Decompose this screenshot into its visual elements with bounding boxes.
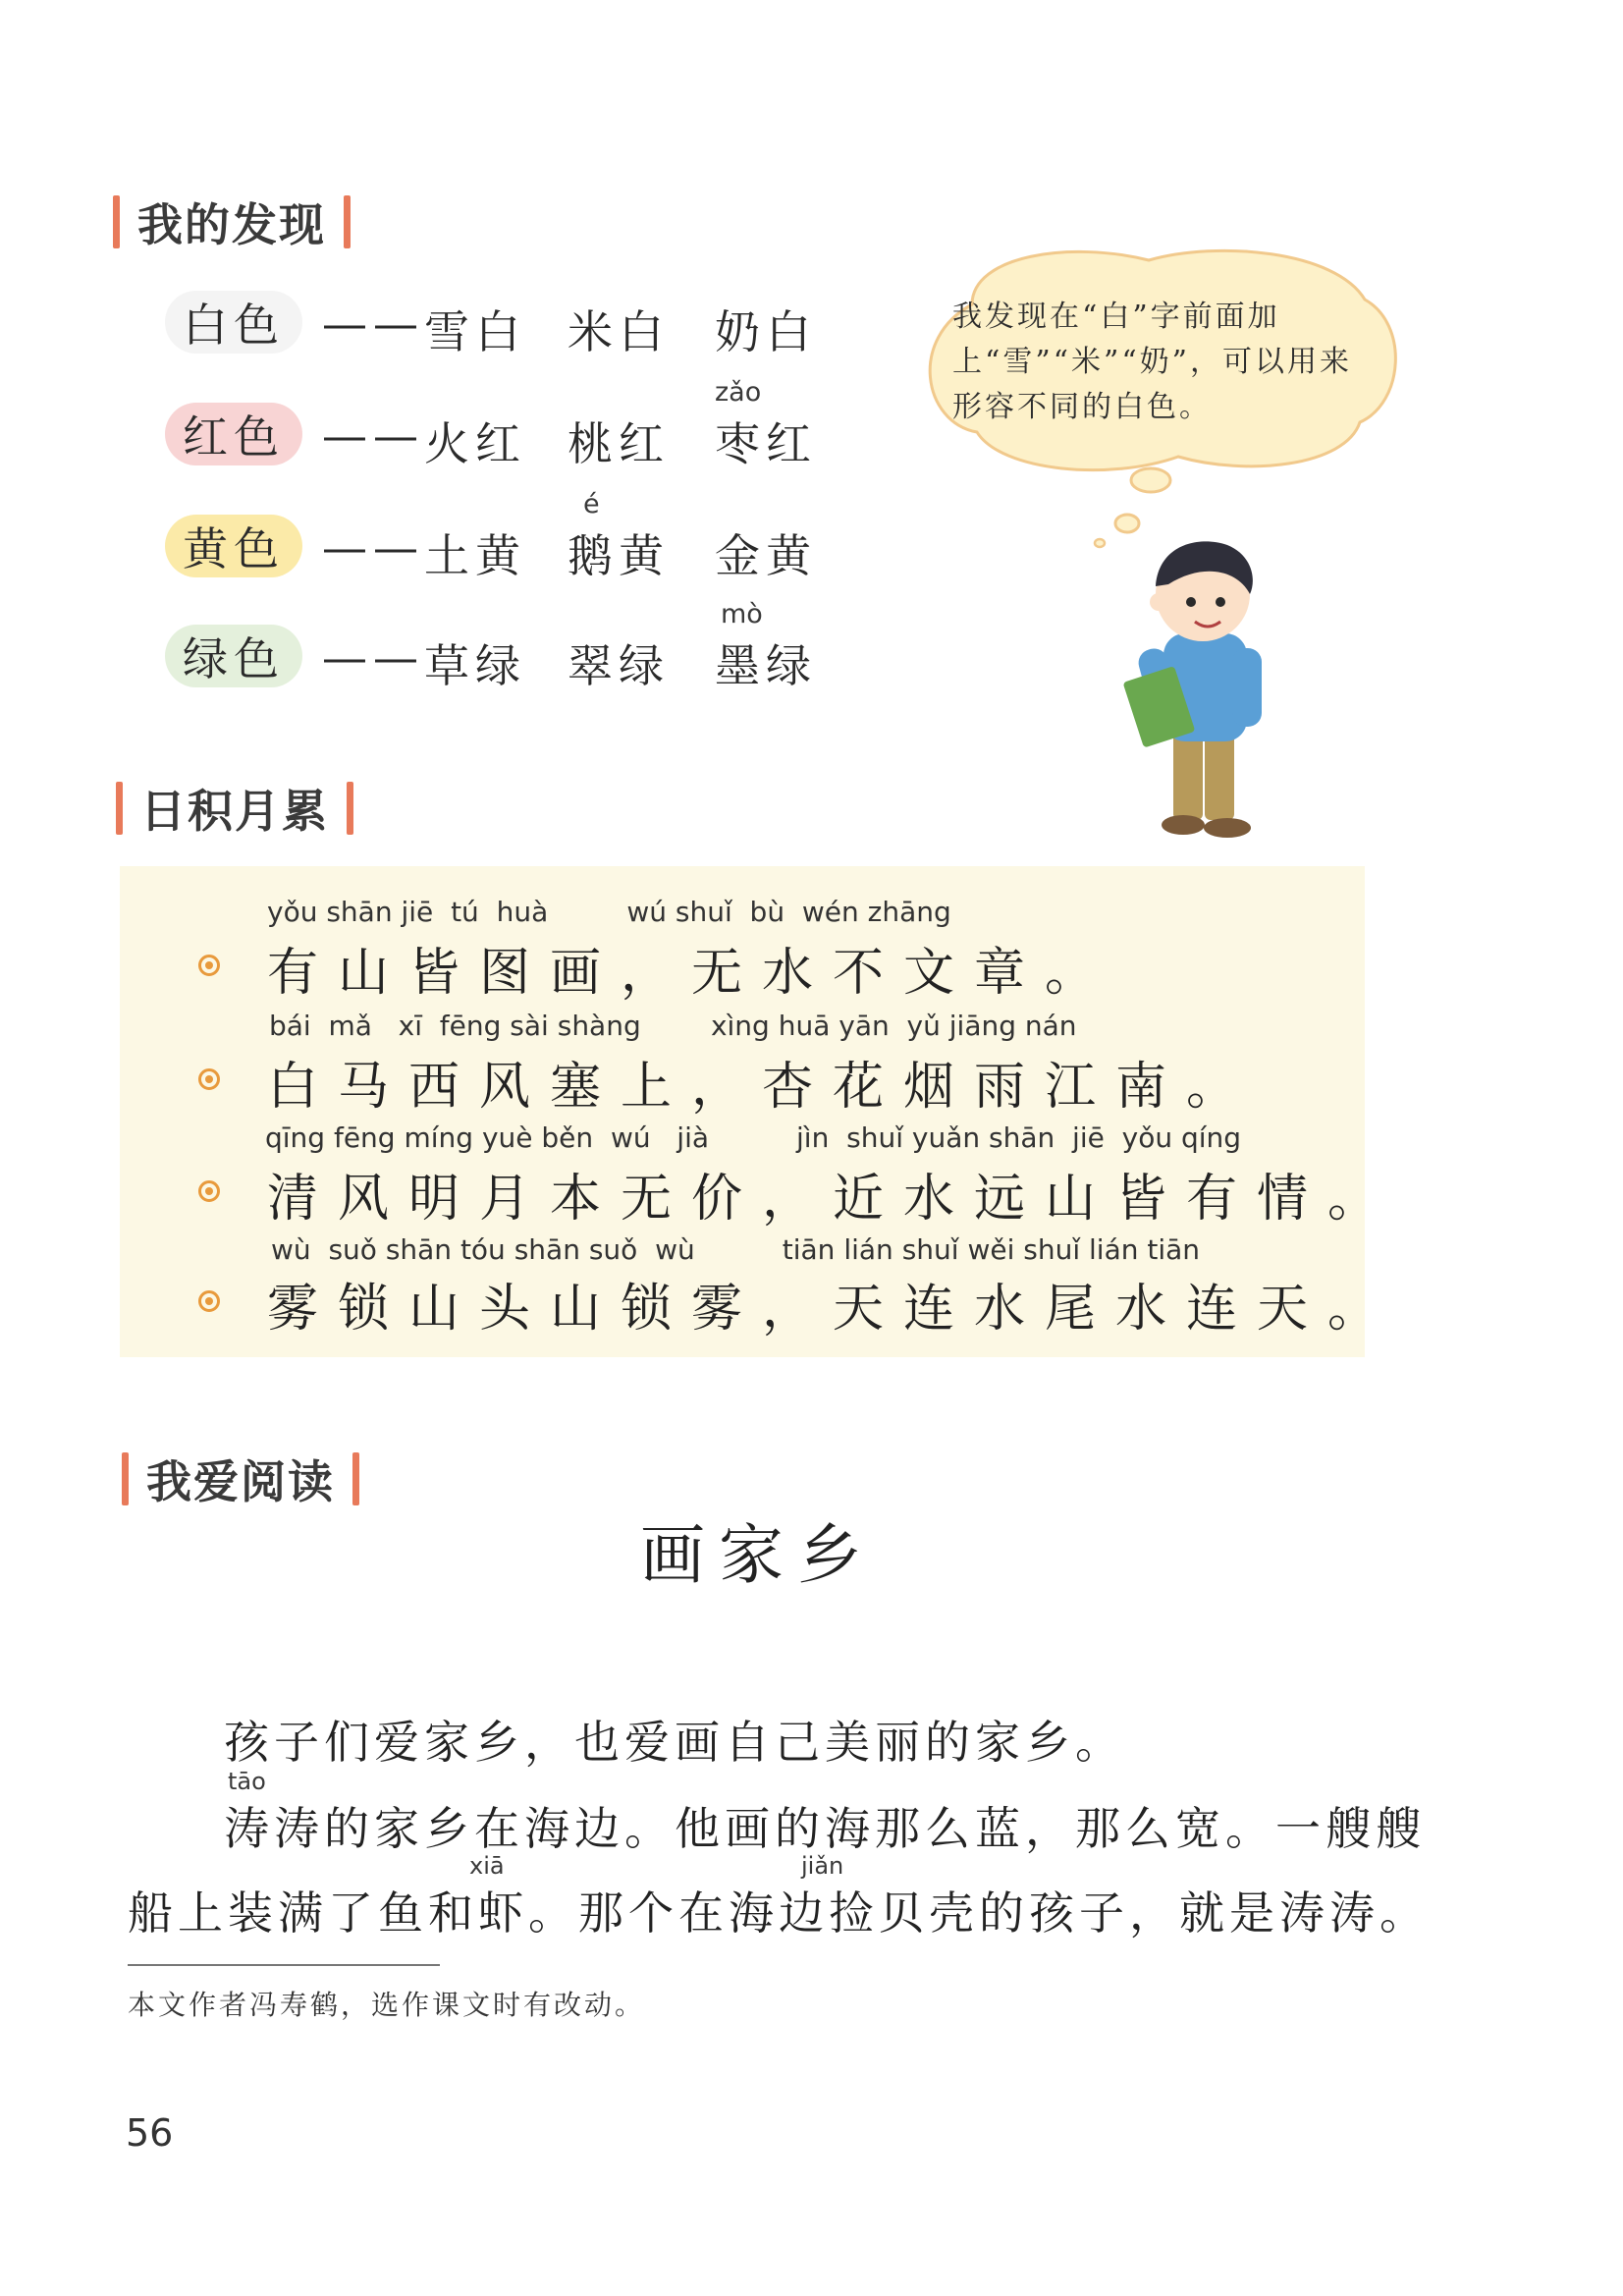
heading-bar-left	[122, 1452, 129, 1505]
dash: ——	[322, 409, 424, 462]
heading-bar-left	[113, 195, 120, 248]
pinyin-annotation: tāo	[228, 1768, 266, 1795]
word: 火红	[424, 417, 526, 470]
footnote-divider	[128, 1964, 440, 1966]
footnote: 本文作者冯寿鹤，选作课文时有改动。	[128, 1989, 646, 2021]
proverb-text: 雾锁山头山锁雾，天连水尾水连天。	[267, 1280, 1399, 1339]
word: 金黄	[715, 529, 817, 582]
word: 雪白	[424, 305, 526, 358]
word: 枣红	[715, 417, 817, 470]
section-title: 我爱阅读	[146, 1455, 335, 1508]
section-heading-discovery	[113, 194, 351, 249]
page-number: 56	[126, 2111, 174, 2155]
pinyin-annotation: mò	[721, 599, 763, 629]
thought-bubble	[903, 246, 1404, 481]
proverb-text: 有山皆图画，无水不文章。	[267, 944, 1116, 1003]
boy-reading-illustration	[1114, 525, 1291, 840]
article-line: 船上装满了鱼和虾。那个在海边捡贝壳的孩子，就是涛涛。	[128, 1886, 1430, 1940]
article-title: 画家乡	[640, 1517, 876, 1593]
proverb-pinyin: bái mǎ xī fēng sài shàng xìng huā yān yǔ jiāng nán	[269, 1010, 1077, 1042]
color-label-yellow: 黄色	[165, 515, 302, 577]
heading-bar-right	[344, 195, 351, 248]
word: 翠绿	[568, 639, 670, 692]
bullet-icon	[198, 1068, 220, 1090]
word: 奶白	[715, 305, 817, 358]
proverb-text: 白马西风塞上，杏花烟雨江南。	[267, 1058, 1258, 1117]
word: 鹅黄	[568, 529, 670, 582]
bullet-icon	[198, 1290, 220, 1312]
word: 桃红	[568, 417, 670, 470]
bubble-text: 我发现在“白”字前面加上“雪”“米”“奶”，可以用来形容不同的白色。	[952, 300, 1353, 424]
proverb-text: 清风明月本无价，近水远山皆有情。	[267, 1170, 1399, 1229]
dash: ——	[322, 297, 424, 350]
proverb-pinyin: qīng fēng míng yuè běn wú jià jìn shuǐ yuǎn shān jiē yǒu qíng	[265, 1121, 1242, 1154]
proverb-pinyin: wù suǒ shān tóu shān suǒ wù tiān lián shuǐ wěi shuǐ lián tiān	[271, 1233, 1201, 1266]
color-label-white: 白色	[165, 291, 302, 354]
heading-bar-left	[116, 782, 123, 835]
pinyin-annotation: é	[583, 489, 600, 519]
section-title: 我的发现	[137, 198, 326, 251]
bullet-icon	[198, 955, 220, 976]
section-heading-accumulate	[116, 781, 353, 836]
proverb-panel	[120, 866, 1399, 1357]
proverb-pinyin: yǒu shān jiē tú huà wú shuǐ bù wén zhāng	[267, 896, 951, 928]
pinyin-annotation: jiǎn	[801, 1852, 844, 1880]
dash: ——	[322, 520, 424, 574]
article-line: 孩子们爱家乡，也爱画自己美丽的家乡。	[224, 1716, 1125, 1769]
pinyin-annotation: zǎo	[715, 377, 762, 408]
color-label-green: 绿色	[165, 625, 302, 687]
word: 米白	[568, 305, 670, 358]
word: 草绿	[424, 639, 526, 692]
pinyin-annotation: xiā	[469, 1852, 505, 1880]
bullet-icon	[198, 1180, 220, 1202]
heading-bar-right	[347, 782, 353, 835]
heading-bar-right	[352, 1452, 359, 1505]
article-line: 涛涛的家乡在海边。他画的海那么蓝，那么宽。一艘艘	[224, 1802, 1426, 1855]
section-heading-reading	[122, 1451, 359, 1506]
dash: ——	[322, 630, 424, 683]
word: 墨绿	[715, 639, 817, 692]
color-label-red: 红色	[165, 403, 302, 465]
word: 土黄	[424, 529, 526, 582]
section-title: 日积月累	[140, 785, 329, 838]
